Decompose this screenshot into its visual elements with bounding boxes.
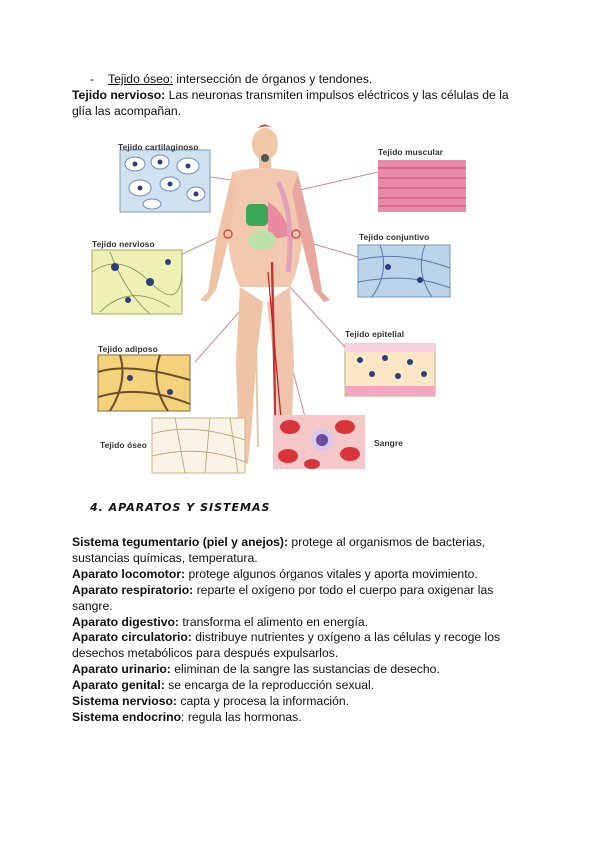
system-text: protege algunos órganos vitales y aporta movimiento. [185,566,478,581]
systems-list [72,535,532,726]
nervioso-term: Tejido nervioso: [72,88,166,102]
system-term: Aparato circulatorio: [72,630,192,645]
system-term: Aparato urinario: [72,662,171,677]
system-term: Aparato respiratorio: [72,582,194,597]
label-epitelial: Tejido epitelial [345,329,405,339]
tissue-illustration [0,122,600,482]
system-item [72,583,532,615]
panel-adiposo [98,355,190,411]
label-cartilaginoso: Tejido cartilaginoso [118,142,199,152]
panel-muscular [378,160,466,212]
system-text: transforma el alimento en energía. [179,614,369,629]
nervioso-text: Las neuronas transmiten impulsos eléctricos y las células de la glía las acompañan. [72,88,509,118]
panel-cartilaginoso [120,150,210,212]
system-term: Aparato locomotor: [72,566,186,581]
label-sangre: Sangre [374,438,403,448]
label-muscular: Tejido muscular [378,147,444,157]
human-body [200,124,330,464]
bullet-tejido-oseo [90,72,372,88]
system-term: Sistema nervioso: [72,694,177,709]
tissue-figure [0,122,600,482]
system-term: Aparato digestivo: [72,614,179,629]
label-adiposo: Tejido adiposo [98,344,158,354]
system-item [72,694,532,710]
system-text: reparte el oxígeno por todo el cuerpo para oxigenar las sangre. [72,582,494,613]
panel-nervioso [92,250,182,314]
bullet-text: intersección de órganos y tendones. [173,72,373,86]
panel-conjuntivo [358,245,450,297]
system-item [72,678,532,694]
panel-epitelial [345,344,435,396]
system-text: : regula las hormonas. [181,709,302,724]
paragraph-tejido-nervioso [72,88,522,119]
system-item [72,710,532,726]
system-item [72,535,532,567]
system-text: distribuye nutrientes y oxígeno a las células y recoge los desechos metabólicos para después expulsarlos. [72,630,501,661]
system-term: Sistema endocrino [72,709,182,724]
system-term: Aparato genital: [72,678,165,693]
system-term: Sistema tegumentario (piel y anejos): [72,535,289,549]
system-text: se encarga de la reproducción sexual. [164,678,375,693]
system-text: capta y procesa la información. [177,694,350,709]
system-text: eliminan de la sangre las sustancias de desecho. [170,662,440,677]
label-oseo: Tejido óseo [100,440,148,450]
bullet-dash: - [90,72,95,86]
label-conjuntivo: Tejido conjuntivo [359,232,430,242]
system-item [72,662,532,678]
bullet-term: Tejido óseo: [108,72,174,86]
system-text: protege al organismos de bacterias, sustancias químicas, temperatura. [72,535,486,565]
panel-sangre [273,415,365,469]
section-heading: 4. APARATOS Y SISTEMAS [90,501,271,514]
panel-oseo [152,418,245,473]
label-nervioso: Tejido nervioso [92,239,155,249]
system-item [72,567,532,583]
system-item [72,615,532,631]
system-item [72,630,532,662]
